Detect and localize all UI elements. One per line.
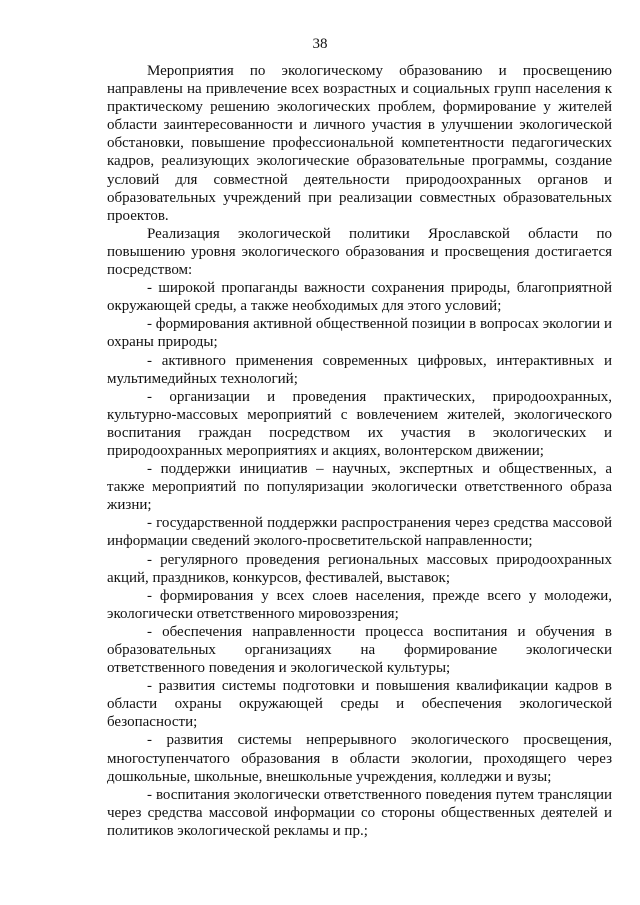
list-item-civic-position: - формирования активной общественной позиции в вопросах экологии и охраны природы; <box>107 316 612 351</box>
list-item-regional-actions: - регулярного проведения региональных массовых природоохранных акций, праздников, конкурсов, фестивалей, выставок; <box>107 551 612 586</box>
list-item-education-process: - обеспечения направленности процесса воспитания и обучения в образовательных организациях на формирование экологически ответственного поведения и экологической культуры; <box>107 623 612 677</box>
list-item-media-support: - государственной поддержки распространения через средства массовой информации сведений эколого-просветительской направленности; <box>107 515 612 550</box>
list-item-worldview: - формирования у всех слоев населения, прежде всего у молодежи, экологически ответственного мировоззрения; <box>107 587 612 622</box>
page-number: 38 <box>312 36 328 52</box>
paragraph-intro: Мероприятия по экологическому образованию и просвещению направлены на привлечение всех возрастных и социальных групп населения к практическому решению экологических проблем, формирование у жителей области заинтересованности и личного участия в улучшении экологической обстановки, повышение профессиональной компетентности педагогических кадров, реализующих экологические образовательные программы, создание условий для совместной деятельности природоохранных органов и образовательных учреждений при реализации совместных образовательных проектов. <box>107 63 612 224</box>
list-item-initiatives-support: - поддержки инициатив – научных, экспертных и общественных, а также мероприятий по популяризации экологически ответственного образа жизни; <box>107 461 612 514</box>
list-item-staff-training: - развития системы подготовки и повышения квалификации кадров в области охраны окружающей среды и обеспечения экологической безопасности; <box>107 678 612 731</box>
list-item-propaganda: - широкой пропаганды важности сохранения природы, благоприятной окружающей среды, а также необходимых для этого условий; <box>107 280 612 315</box>
list-item-digital-technologies: - активного применения современных цифровых, интерактивных и мультимедийных технологий; <box>107 352 612 387</box>
paragraph-policy: Реализация экологической политики Ярославской области по повышению уровня экологического образования и просвещения достигается посредством: <box>107 225 612 279</box>
document-body <box>107 62 612 840</box>
list-item-continuous-education: - развития системы непрерывного экологического просвещения, многоступенчатого образования в области экологии, проходящего через дошкольные, школьные, внешкольные учреждения, колледжи и вузы; <box>107 732 612 785</box>
list-item-practical-events: - организации и проведения практических, природоохранных, культурно-массовых мероприятий с вовлечением жителей, экологического воспитания граждан посредством их участия в экологических и природоохранных мероприятиях и акциях, волонтерском движении; <box>107 388 612 459</box>
list-item-media-advertising: - воспитания экологически ответственного поведения путем трансляции через средства массовой информации со стороны общественных деятелей и политиков экологической рекламы и пр.; <box>107 786 612 839</box>
